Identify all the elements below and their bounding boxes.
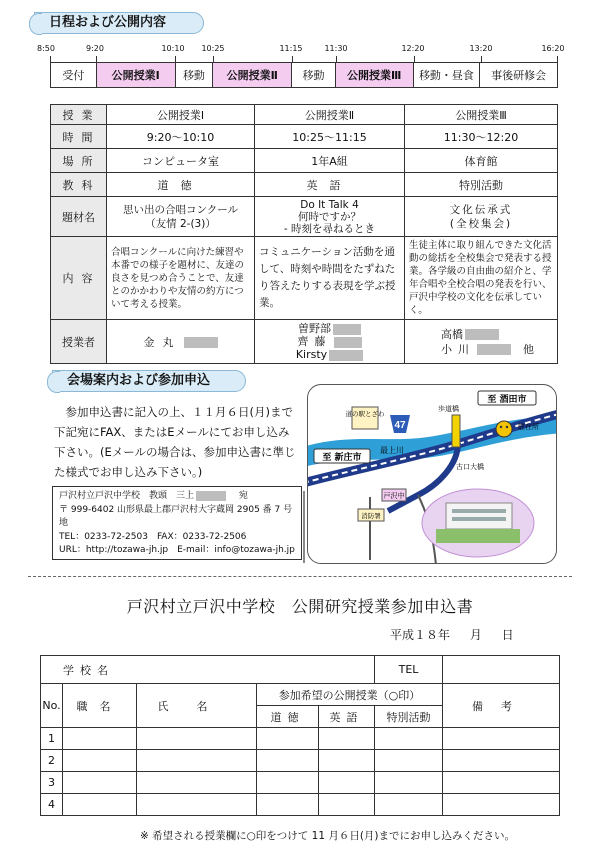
timeline-cell-lesson-3: 公開授業Ⅲ — [336, 63, 414, 87]
timeline-time: 10:10 — [161, 44, 185, 53]
row-header: 授業 — [51, 105, 107, 125]
timeline-time: 11:15 — [279, 44, 303, 53]
lesson-header: 公開授業Ⅱ — [255, 105, 405, 125]
row-header: 教科 — [51, 173, 107, 197]
cut-line — [28, 576, 572, 577]
timeline-time: 16:20 — [541, 44, 565, 53]
timeline-time: 8:50 — [37, 44, 55, 53]
michinoeki-label: 道の駅とざわ — [345, 410, 385, 418]
contact-tel-fax: TEL：0233-72-2503 FAX：0233-72-2506 — [59, 531, 247, 542]
row-header: 授業者 — [51, 320, 107, 364]
lesson-header: 公開授業Ⅲ — [405, 105, 558, 125]
timeline-time: 13:20 — [469, 44, 493, 53]
choice-field[interactable] — [375, 728, 443, 750]
to-sakata-label: 至 酒田市 — [487, 395, 527, 405]
timeline-cell-lunch: 移動・昼食 — [414, 63, 481, 87]
timeline-time: 12:20 — [401, 44, 425, 53]
timeline-cell-move: 移動 — [292, 63, 336, 87]
access-banner: 会場案内および参加申込 — [52, 370, 246, 392]
police-label: 駐在所 — [518, 423, 539, 431]
lesson-teacher: 高橋 小川 他 — [405, 320, 558, 364]
choice-field[interactable] — [319, 750, 375, 772]
access-map — [307, 384, 557, 564]
choice-field[interactable] — [319, 794, 375, 816]
timeline-time: 11:30 — [324, 44, 348, 53]
position-field[interactable] — [63, 794, 137, 816]
timeline-cell-lesson-1: 公開授業Ⅰ — [97, 63, 176, 87]
choice-field[interactable] — [375, 794, 443, 816]
form-note: ※ 希望される授業欄に○印をつけて 11 月６日(月)までにお申し込みください。 — [140, 830, 516, 842]
choice-english: 英語 — [319, 706, 375, 728]
access-instructions: 参加申込書に記入の上、１１月６日(月)まで下記宛にFAX、またはEメールにてお申し込み下さい。(Eメールの場合は、参加申込書に準じた様式でお申し込み下さい。) — [54, 405, 296, 479]
lesson-topic: 文化伝承式 (全校集会) — [405, 197, 558, 237]
remarks-field[interactable] — [443, 772, 560, 794]
row-number: 4 — [41, 794, 63, 816]
remarks-field[interactable] — [443, 794, 560, 816]
lesson-time: 10:25〜11:15 — [255, 125, 405, 149]
application-form — [40, 655, 560, 816]
contact-address: 〒 999-6402 山形県最上郡戸沢村大字蔵岡 2905 番 7 号地 — [59, 504, 293, 528]
timeline-time: 9:20 — [86, 44, 104, 53]
lesson-teacher: 曽野部 齊藤 Kirsty — [255, 320, 405, 364]
tel-label: TEL — [375, 656, 443, 684]
lesson-time: 9:20〜10:10 — [107, 125, 255, 149]
choice-field[interactable] — [257, 794, 319, 816]
mascot-icon — [496, 421, 512, 437]
form-date: 平成１８年 月 日 — [390, 628, 514, 642]
school-name-label: 学校名 — [41, 656, 375, 684]
choice-field[interactable] — [257, 772, 319, 794]
choice-field[interactable] — [257, 750, 319, 772]
lesson-content: 生徒主体に取り組んできた文化活動の総括を全校集会で発表する授業。各学級の自由曲の紹介と、学年合唱や全校合唱の発表を行い、戸沢中学校の文化を伝承していく。 — [405, 237, 558, 320]
timeline-time: 10:25 — [201, 44, 225, 53]
footbridge-label: 歩道橋 — [438, 405, 459, 413]
choice-field[interactable] — [375, 750, 443, 772]
lesson-choice-header: 参加希望の公開授業（○印） — [257, 684, 443, 706]
lesson-header: 公開授業Ⅰ — [107, 105, 255, 125]
timeline-cell-reception: 受付 — [51, 63, 97, 87]
lesson-topic: Do It Talk 4 何時ですか？ - 時刻を尋ねるとき — [255, 197, 405, 237]
schedule-table — [50, 104, 558, 364]
form-title: 戸沢村立戸沢中学校 公開研究授業参加申込書 — [126, 597, 474, 616]
svg-text:47: 47 — [394, 420, 406, 431]
lesson-topic: 思い出の合唱コンクール （友情 2-(3)） — [107, 197, 255, 237]
position-field[interactable] — [63, 750, 137, 772]
remarks-field[interactable] — [443, 728, 560, 750]
bridge-label: 古口大橋 — [456, 463, 484, 471]
name-field[interactable] — [137, 750, 257, 772]
lesson-teacher: 金丸 — [107, 320, 255, 364]
school-photo-building — [446, 503, 512, 529]
lesson-subject: 道徳 — [107, 173, 255, 197]
choice-special: 特別活動 — [375, 706, 443, 728]
lesson-subject: 特別活動 — [405, 173, 558, 197]
timeline-row — [50, 62, 558, 88]
name-field[interactable] — [137, 728, 257, 750]
choice-field[interactable] — [375, 772, 443, 794]
row-number: 1 — [41, 728, 63, 750]
schedule-banner: 日程および公開内容 — [34, 12, 204, 34]
name-header: 氏名 — [137, 684, 257, 728]
contact-url-mail: URL：http://tozawa-jh.jp E-mail：info@tozawa-jh.jp — [59, 545, 295, 555]
choice-moral: 道徳 — [257, 706, 319, 728]
footbridge — [452, 415, 460, 447]
timeline-cell-move: 移動 — [176, 63, 214, 87]
lesson-place: 1年A組 — [255, 149, 405, 173]
name-field[interactable] — [137, 794, 257, 816]
tel-field[interactable] — [443, 656, 560, 684]
timeline-cell-lesson-2: 公開授業Ⅱ — [213, 63, 292, 87]
map-drawing — [308, 385, 557, 564]
timeline-cell-debrief: 事後研修会 — [491, 69, 547, 82]
row-number: 2 — [41, 750, 63, 772]
choice-field[interactable] — [257, 728, 319, 750]
row-header: 場所 — [51, 149, 107, 173]
name-field[interactable] — [137, 772, 257, 794]
lesson-content: コミュニケーション活動を通して、時刻や時間をたずねたり答えたりする表現を学ぶ授業。 — [255, 237, 405, 320]
position-field[interactable] — [63, 728, 137, 750]
remarks-header: 備考 — [443, 684, 560, 728]
row-header: 題材名 — [51, 197, 107, 237]
river-label: 最上川 — [380, 446, 404, 455]
position-header: 職名 — [63, 684, 137, 728]
row-header: 時間 — [51, 125, 107, 149]
row-number: 3 — [41, 772, 63, 794]
lesson-place: コンピュータ室 — [107, 149, 255, 173]
contact-box — [52, 486, 302, 560]
choice-field[interactable] — [319, 728, 375, 750]
to-shinjo-label: 至 新庄市 — [322, 453, 362, 463]
lesson-subject: 英語 — [255, 173, 405, 197]
no-header: No. — [41, 684, 63, 728]
lesson-time: 11:30〜12:20 — [405, 125, 558, 149]
position-field[interactable] — [63, 772, 137, 794]
lesson-place: 体育館 — [405, 149, 558, 173]
choice-field[interactable] — [319, 772, 375, 794]
lesson-content: 合唱コンクールに向けた練習や本番での様子を題材に、友達の良さを見つめ合うことで、友達とのかかわりや友情の約方について考える授業。 — [107, 237, 255, 320]
row-header: 内容 — [51, 237, 107, 320]
school-label: 戸沢中 — [383, 492, 405, 500]
fire-station-label: 消防署 — [361, 512, 381, 520]
remarks-field[interactable] — [443, 750, 560, 772]
contact-recipient: 戸沢村立戸沢中学校 教頭 三上 宛 — [59, 491, 248, 501]
